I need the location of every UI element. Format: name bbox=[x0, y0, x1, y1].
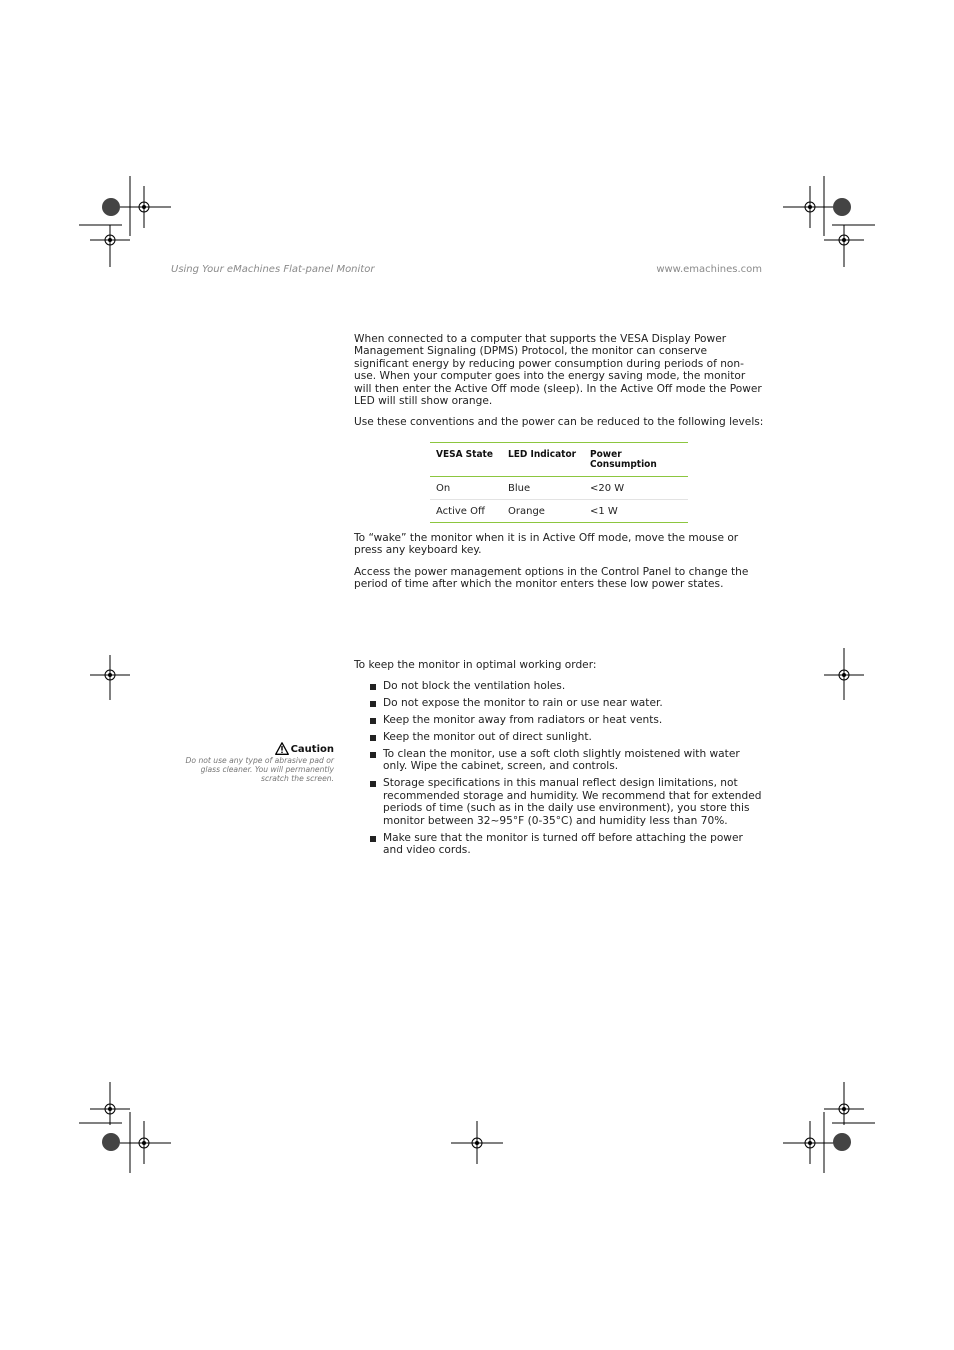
bullet-square-icon bbox=[370, 735, 376, 741]
bullet-square-icon bbox=[370, 781, 376, 787]
table-cell: Blue bbox=[508, 482, 531, 494]
table-cell: <20 W bbox=[590, 482, 625, 494]
caution-title: Caution bbox=[290, 744, 334, 755]
bullet-square-icon bbox=[370, 718, 376, 724]
caution-note bbox=[180, 742, 334, 783]
caution-text: Do not use any type of abrasive pad or glass cleaner. You will permanently scratch the screen. bbox=[185, 756, 334, 783]
bullet-square-icon bbox=[370, 836, 376, 842]
table-cell: <1 W bbox=[590, 505, 618, 517]
bullet-square-icon bbox=[370, 684, 376, 690]
column-header-vesa-state: VESA State bbox=[436, 449, 493, 460]
running-header-url: www.emachines.com bbox=[656, 264, 762, 275]
warning-triangle-icon bbox=[275, 742, 289, 755]
bullet-square-icon bbox=[370, 701, 376, 707]
table-row bbox=[430, 477, 688, 500]
list-item: Storage specifications in this manual reflect design limitations, not recommended storage and humidity. We recommend that for extended periods of time (such as in the daily use environment), you store this monitor between 32~95°F (0-35°C) and humidity less than 70%. bbox=[370, 777, 764, 827]
table-row bbox=[430, 500, 688, 523]
table-cell: On bbox=[436, 482, 451, 494]
bullet-square-icon bbox=[370, 752, 376, 758]
list-item: To clean the monitor, use a soft cloth slightly moistened with water only. Wipe the cabinet, screen, and controls. bbox=[370, 748, 764, 773]
list-item: Do not expose the monitor to rain or use near water. bbox=[370, 697, 764, 709]
list-item: Keep the monitor away from radiators or heat vents. bbox=[370, 714, 764, 726]
running-header-title: Using Your eMachines Flat-panel Monitor bbox=[171, 264, 375, 275]
keep-paragraph: To keep the monitor in optimal working order: bbox=[354, 659, 597, 671]
care-list bbox=[370, 680, 764, 861]
power-levels-table bbox=[430, 442, 688, 523]
list-item: Make sure that the monitor is turned off before attaching the power and video cords. bbox=[370, 832, 764, 857]
list-item: Keep the monitor out of direct sunlight. bbox=[370, 731, 764, 743]
column-header-power-consumption: Power Consumption bbox=[590, 449, 657, 470]
table-cell: Orange bbox=[508, 505, 545, 517]
column-header-led-indicator: LED Indicator bbox=[508, 449, 577, 460]
list-item: Do not block the ventilation holes. bbox=[370, 680, 764, 692]
table-cell: Active Off bbox=[436, 505, 485, 517]
conventions-paragraph: Use these conventions and the power can be reduced to the following levels: bbox=[354, 416, 764, 428]
access-paragraph: Access the power management options in the Control Panel to change the period of time after which the monitor enters these low power states. bbox=[354, 566, 749, 591]
table-header-row bbox=[430, 443, 688, 477]
intro-paragraph: When connected to a computer that supports the VESA Display Power Management Signaling (DPMS) Protocol, the monitor can conserve significant energy by reducing power consumption during periods of non-use. When your computer goes into the energy saving mode, the monitor will then enter the Active Off mode (sleep). In the Active Off mode the Power LED will still show orange. bbox=[354, 333, 762, 408]
wake-paragraph: To “wake” the monitor when it is in Active Off mode, move the mouse or press any keyboard key. bbox=[354, 532, 739, 557]
